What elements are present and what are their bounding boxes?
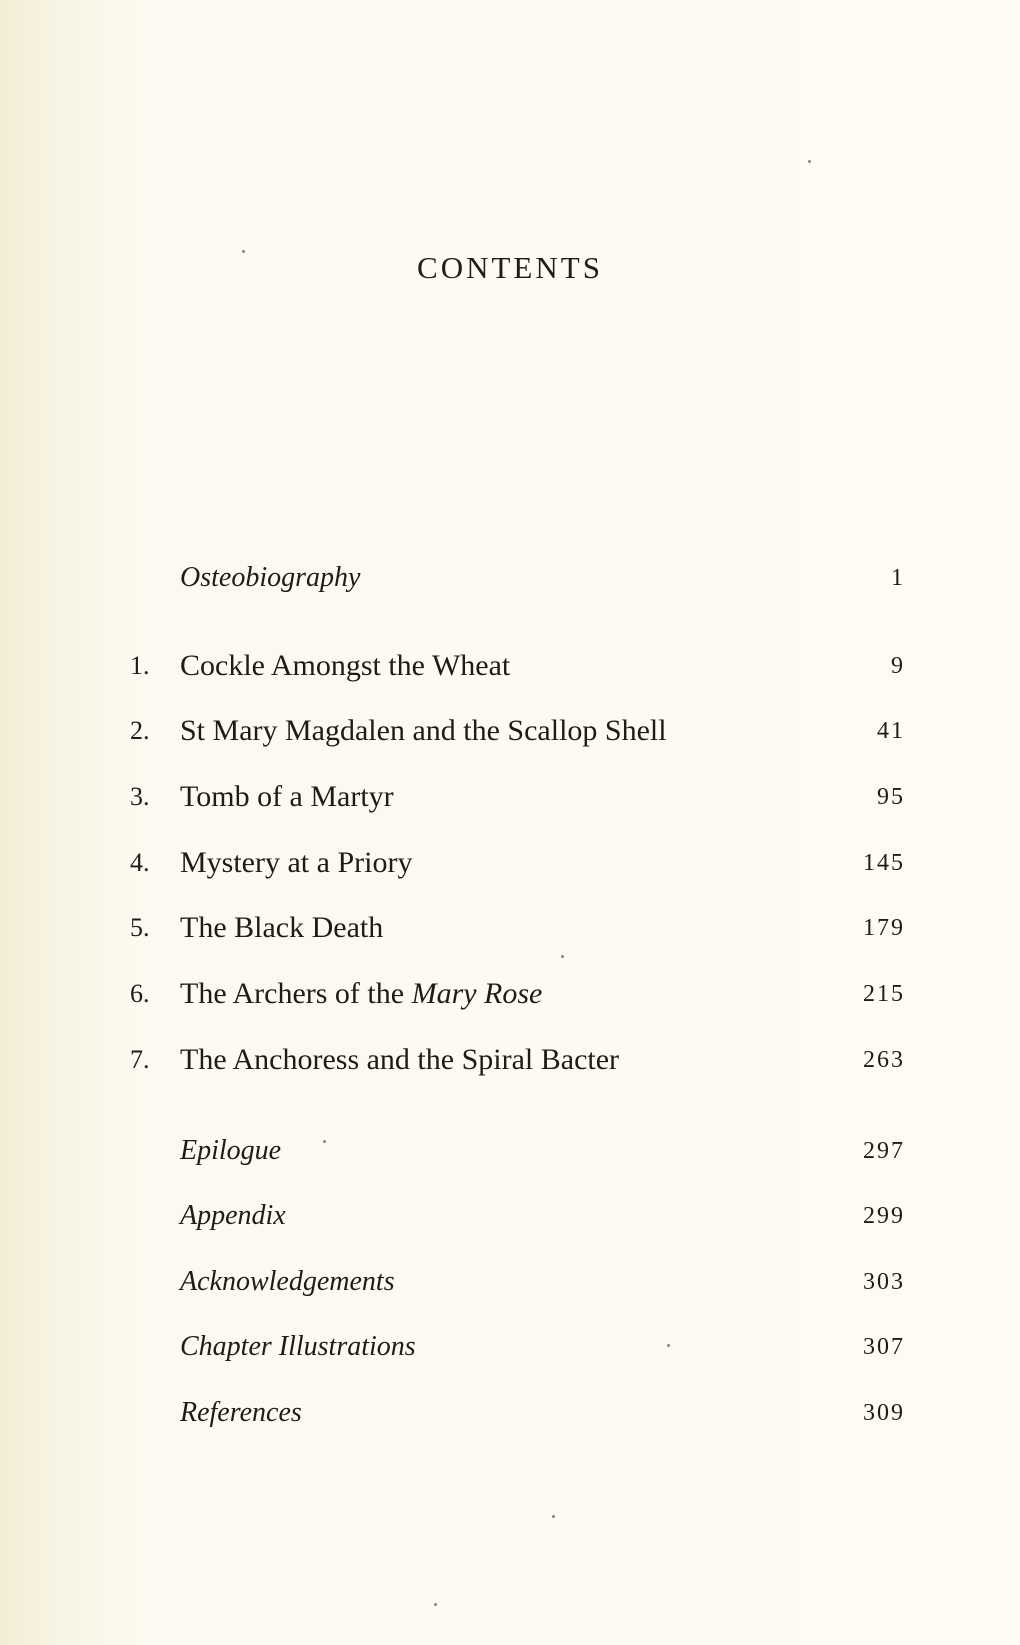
chapter-number: 4. xyxy=(130,848,150,877)
toc-page-number: 1 xyxy=(891,565,905,591)
paper-speck xyxy=(434,1603,437,1606)
toc-entry-chapter-illustrations xyxy=(0,1325,1020,1369)
toc-entry-appendix xyxy=(0,1194,1020,1238)
page-title: CONTENTS xyxy=(417,250,603,285)
toc-chapter-6 xyxy=(0,972,1020,1016)
toc-page-number: 41 xyxy=(877,718,905,744)
toc-chapter-1 xyxy=(0,644,1020,688)
toc-page-number: 299 xyxy=(863,1203,905,1229)
ship-name: Mary Rose xyxy=(411,977,543,1010)
toc-page-number: 9 xyxy=(891,653,905,679)
toc-page-number: 309 xyxy=(863,1400,905,1426)
paper-speck xyxy=(242,250,245,253)
chapter-number: 5. xyxy=(130,913,150,942)
toc-page-number: 145 xyxy=(863,850,905,876)
toc-chapter-2 xyxy=(0,709,1020,753)
toc-entry-label: Chapter Illustrations xyxy=(180,1331,416,1362)
toc-chapter-3 xyxy=(0,775,1020,819)
paper-speck xyxy=(552,1515,555,1518)
toc-entry-acknowledgements xyxy=(0,1260,1020,1304)
toc-page-number: 95 xyxy=(877,784,905,810)
chapter-title: Mystery at a Priory xyxy=(180,846,413,879)
toc-page-number: 297 xyxy=(863,1138,905,1164)
toc-page-number: 303 xyxy=(863,1269,905,1295)
paper-speck xyxy=(667,1344,670,1347)
chapter-title xyxy=(180,972,542,1016)
toc-entry-references xyxy=(0,1391,1020,1435)
toc-page-number: 215 xyxy=(863,981,905,1007)
toc-chapter-4 xyxy=(0,841,1020,885)
chapter-title: Tomb of a Martyr xyxy=(180,780,394,813)
paper-speck xyxy=(561,955,564,958)
chapter-number: 1. xyxy=(130,651,150,680)
toc-entry-label: References xyxy=(180,1397,302,1428)
toc-chapter-5 xyxy=(0,906,1020,950)
chapter-title: The Black Death xyxy=(180,911,384,944)
toc-entry-label: Acknowledgements xyxy=(180,1266,395,1297)
chapter-number: 7. xyxy=(130,1045,150,1074)
toc-page-number: 307 xyxy=(863,1334,905,1360)
toc-page-number: 179 xyxy=(863,915,905,941)
paper-speck xyxy=(323,1140,326,1143)
chapter-title-text: The Archers of the xyxy=(180,977,412,1010)
toc-entry-label: Osteobiography xyxy=(180,562,361,593)
toc-page-number: 263 xyxy=(863,1047,905,1073)
chapter-title: The Anchoress and the Spiral Bacter xyxy=(180,1043,620,1076)
toc-chapter-7 xyxy=(0,1038,1020,1082)
toc-entry-label: Appendix xyxy=(180,1200,286,1231)
chapter-title: Cockle Amongst the Wheat xyxy=(180,649,511,682)
chapter-number: 3. xyxy=(130,782,150,811)
chapter-title: St Mary Magdalen and the Scallop Shell xyxy=(180,714,667,747)
paper-speck xyxy=(808,160,811,163)
toc-entry-label: Epilogue xyxy=(180,1135,282,1166)
toc-entry-epilogue xyxy=(0,1129,1020,1173)
chapter-number: 6. xyxy=(130,979,150,1008)
chapter-number: 2. xyxy=(130,716,150,745)
toc-entry-osteobiography xyxy=(0,556,1020,600)
